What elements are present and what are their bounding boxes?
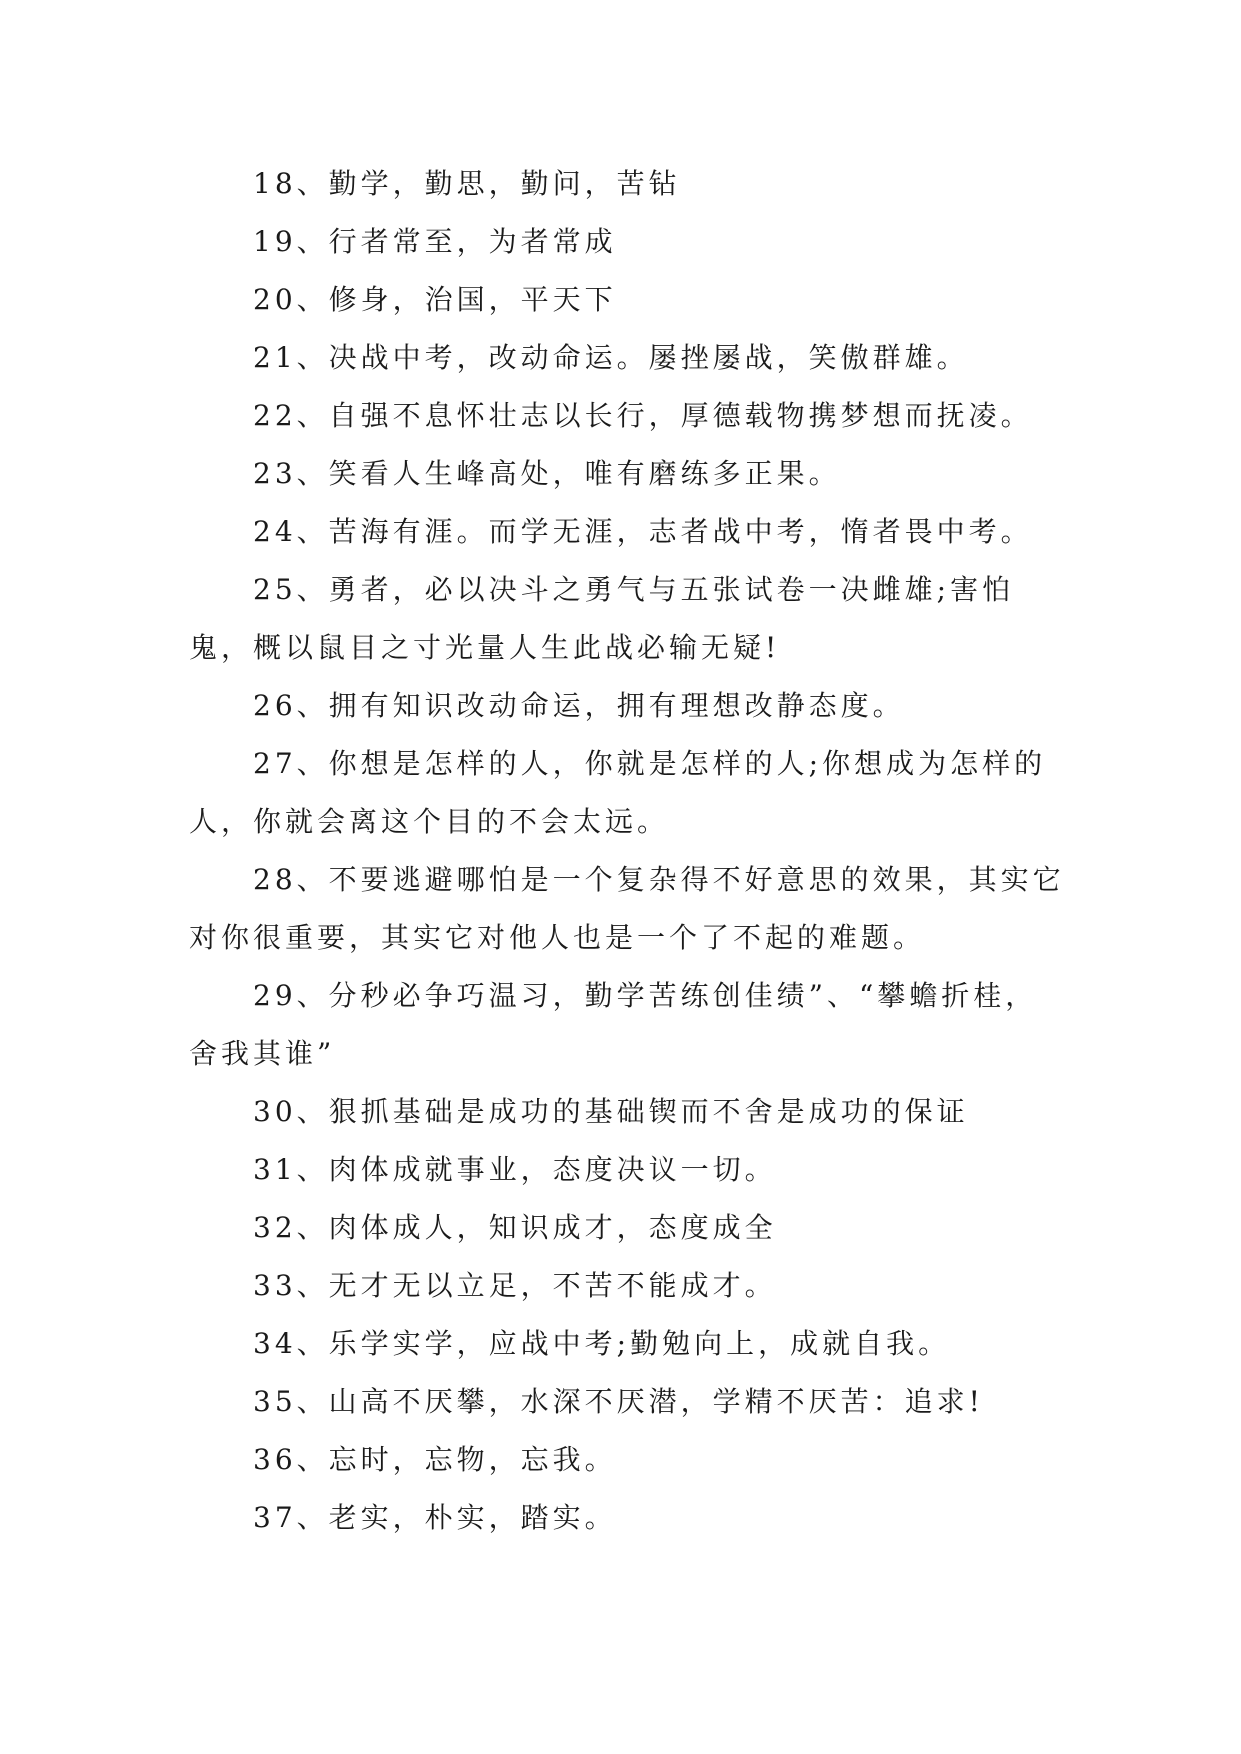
list-item: 34、乐学实学，应战中考;勤勉向上，成就自我。 [253, 1327, 951, 1360]
list-item: 29、分秒必争巧温习，勤学苦练创佳绩”、“攀蟾折桂，舍我其谁” [189, 979, 1038, 1070]
list-item: 30、狠抓基础是成功的基础锲而不舍是成功的保证 [253, 1095, 969, 1128]
list-item: 25、勇者，必以决斗之勇气与五张试卷一决雌雄;害怕鬼，概以鼠目之寸光量人生此战必输无疑! [189, 573, 1015, 664]
list-item: 35、山高不厌攀，水深不厌潜，学精不厌苦：追求! [253, 1385, 984, 1418]
list-item: 21、决战中考，改动命运。屡挫屡战，笑傲群雄。 [253, 341, 969, 374]
list-item: 23、笑看人生峰高处，唯有磨练多正果。 [253, 457, 841, 490]
list-item: 18、勤学，勤思，勤问，苦钻 [253, 167, 681, 200]
list-item: 33、无才无以立足，不苦不能成才。 [253, 1269, 777, 1302]
list-item: 36、忘时，忘物，忘我。 [253, 1443, 617, 1476]
list-item: 28、不要逃避哪怕是一个复杂得不好意思的效果，其实它对你很重要，其实它对他人也是一个了不起的难题。 [189, 863, 1065, 954]
list-item: 24、苦海有涯。而学无涯，志者战中考，惰者畏中考。 [253, 515, 1033, 548]
list-item: 20、修身，治国，平天下 [253, 283, 617, 316]
list-item: 27、你想是怎样的人，你就是怎样的人;你想成为怎样的人，你就会离这个目的不会太远。 [189, 747, 1047, 838]
list-item: 31、肉体成就事业，态度决议一切。 [253, 1153, 777, 1186]
list-item: 22、自强不息怀壮志以长行，厚德载物携梦想而抚凌。 [253, 399, 1033, 432]
list-item: 19、行者常至，为者常成 [253, 225, 617, 258]
list-item: 37、老实，朴实，踏实。 [253, 1501, 617, 1534]
document-body [189, 155, 1069, 1547]
list-item: 32、肉体成人，知识成才，态度成全 [253, 1211, 777, 1244]
list-item: 26、拥有知识改动命运，拥有理想改静态度。 [253, 689, 905, 722]
